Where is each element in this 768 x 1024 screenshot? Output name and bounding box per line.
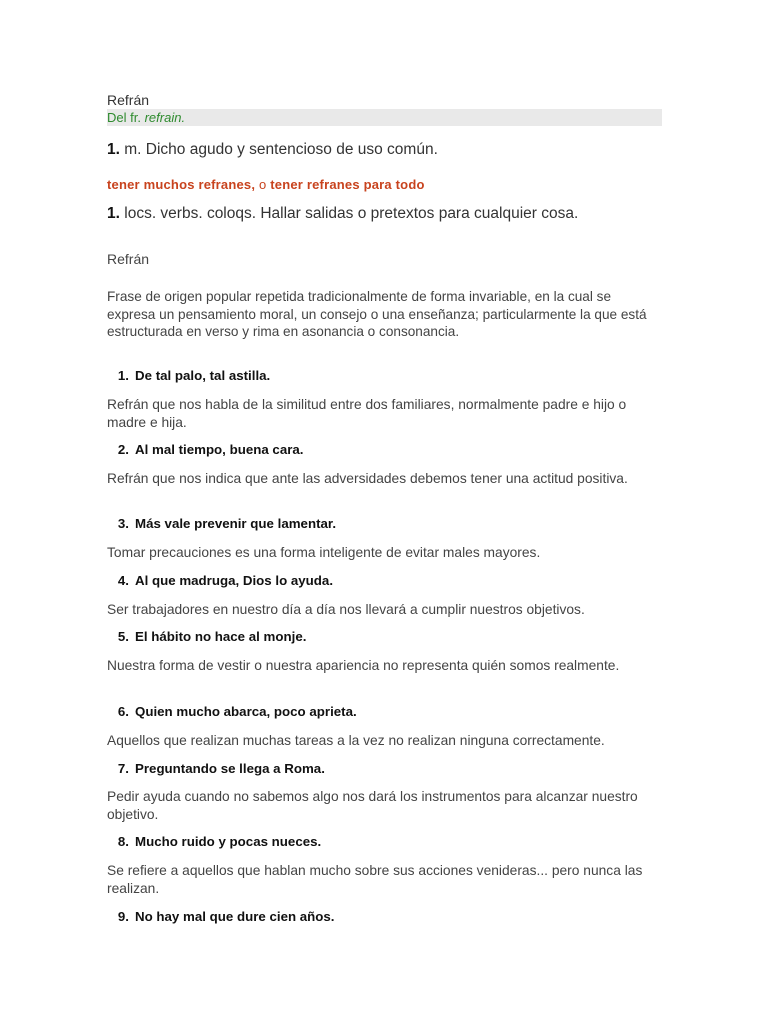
definition-2-text: locs. verbs. coloqs. Hallar salidas o pretextos para cualquier cosa.: [124, 205, 579, 222]
proverb-number: 3.: [117, 516, 129, 531]
proverb-title: [107, 834, 321, 849]
intro-paragraph: Frase de origen popular repetida tradicionalmente de forma invariable, en la cual se expresa un pensamiento moral, un consejo o una enseñanza; particularmente la que está estructurada en verso y rima en asonancia o consonancia.: [107, 289, 647, 339]
definition-1-number: 1.: [107, 141, 120, 158]
proverb-description: Pedir ayuda cuando no sabemos algo nos dará los instrumentos para alcanzar nuestro objetivo.: [107, 789, 638, 822]
proverb-number: 2.: [117, 442, 129, 457]
proverb-description: Refrán que nos habla de la similitud entre dos familiares, normalmente padre e hijo o madre e hija.: [107, 397, 627, 430]
proverb-title-text: De tal palo, tal astilla.: [135, 368, 271, 383]
proverb-description: Aquellos que realizan muchas tareas a la vez no realizan ninguna correctamente.: [107, 733, 605, 748]
proverb-title-text: Al mal tiempo, buena cara.: [135, 442, 304, 457]
proverb-title-text: Preguntando se llega a Roma.: [135, 761, 325, 776]
proverb-number: 1.: [117, 368, 129, 383]
proverb-number: 8.: [117, 834, 129, 849]
proverb-title-text: Mucho ruido y pocas nueces.: [135, 834, 322, 849]
etymology-label: Del fr.: [107, 110, 141, 125]
proverb-title: [107, 516, 336, 531]
definition-2: [107, 205, 578, 223]
etymology-bar: [107, 109, 662, 126]
proverb-title-text: Más vale prevenir que lamentar.: [135, 516, 337, 531]
proverb-number: 7.: [117, 761, 129, 776]
etymology-word: refrain.: [144, 110, 186, 125]
proverb-title: [107, 442, 303, 457]
proverb-description: Ser trabajadores en nuestro día a día nos llevará a cumplir nuestros objetivos.: [107, 602, 585, 617]
definition-1-text: m. Dicho agudo y sentencioso de uso común.: [124, 141, 438, 158]
definition-1: [107, 141, 438, 159]
proverb-number: 6.: [117, 704, 129, 719]
proverb-title: [107, 909, 335, 924]
proverb-number: 9.: [117, 909, 129, 924]
proverb-title-text: No hay mal que dure cien años.: [135, 909, 335, 924]
proverb-title: [107, 761, 325, 776]
proverb-number: 5.: [117, 629, 129, 644]
proverb-title-text: Al que madruga, Dios lo ayuda.: [135, 573, 334, 588]
proverb-description: Se refiere a aquellos que hablan mucho sobre sus acciones venideras... pero nunca las realizan.: [107, 863, 643, 896]
entry-title: Refrán: [107, 92, 150, 108]
proverb-title: [107, 573, 333, 588]
proverb-title-text: El hábito no hace al monje.: [135, 629, 307, 644]
section-title: Refrán: [107, 251, 150, 267]
locution-part-1: tener muchos refranes,: [107, 177, 256, 192]
locution-heading: [107, 177, 425, 192]
locution-part-2: tener refranes para todo: [270, 177, 425, 192]
proverb-title: [107, 629, 306, 644]
definition-2-number: 1.: [107, 205, 120, 222]
proverb-description: Nuestra forma de vestir o nuestra apariencia no representa quién somos realmente.: [107, 658, 620, 673]
proverb-description: Refrán que nos indica que ante las adversidades debemos tener una actitud positiva.: [107, 471, 628, 486]
proverb-title: [107, 704, 357, 719]
proverb-title: [107, 368, 270, 383]
proverb-title-text: Quien mucho abarca, poco aprieta.: [135, 704, 357, 719]
proverb-description: Tomar precauciones es una forma inteligente de evitar males mayores.: [107, 545, 541, 560]
proverb-number: 4.: [117, 573, 129, 588]
locution-connector: o: [259, 177, 267, 192]
